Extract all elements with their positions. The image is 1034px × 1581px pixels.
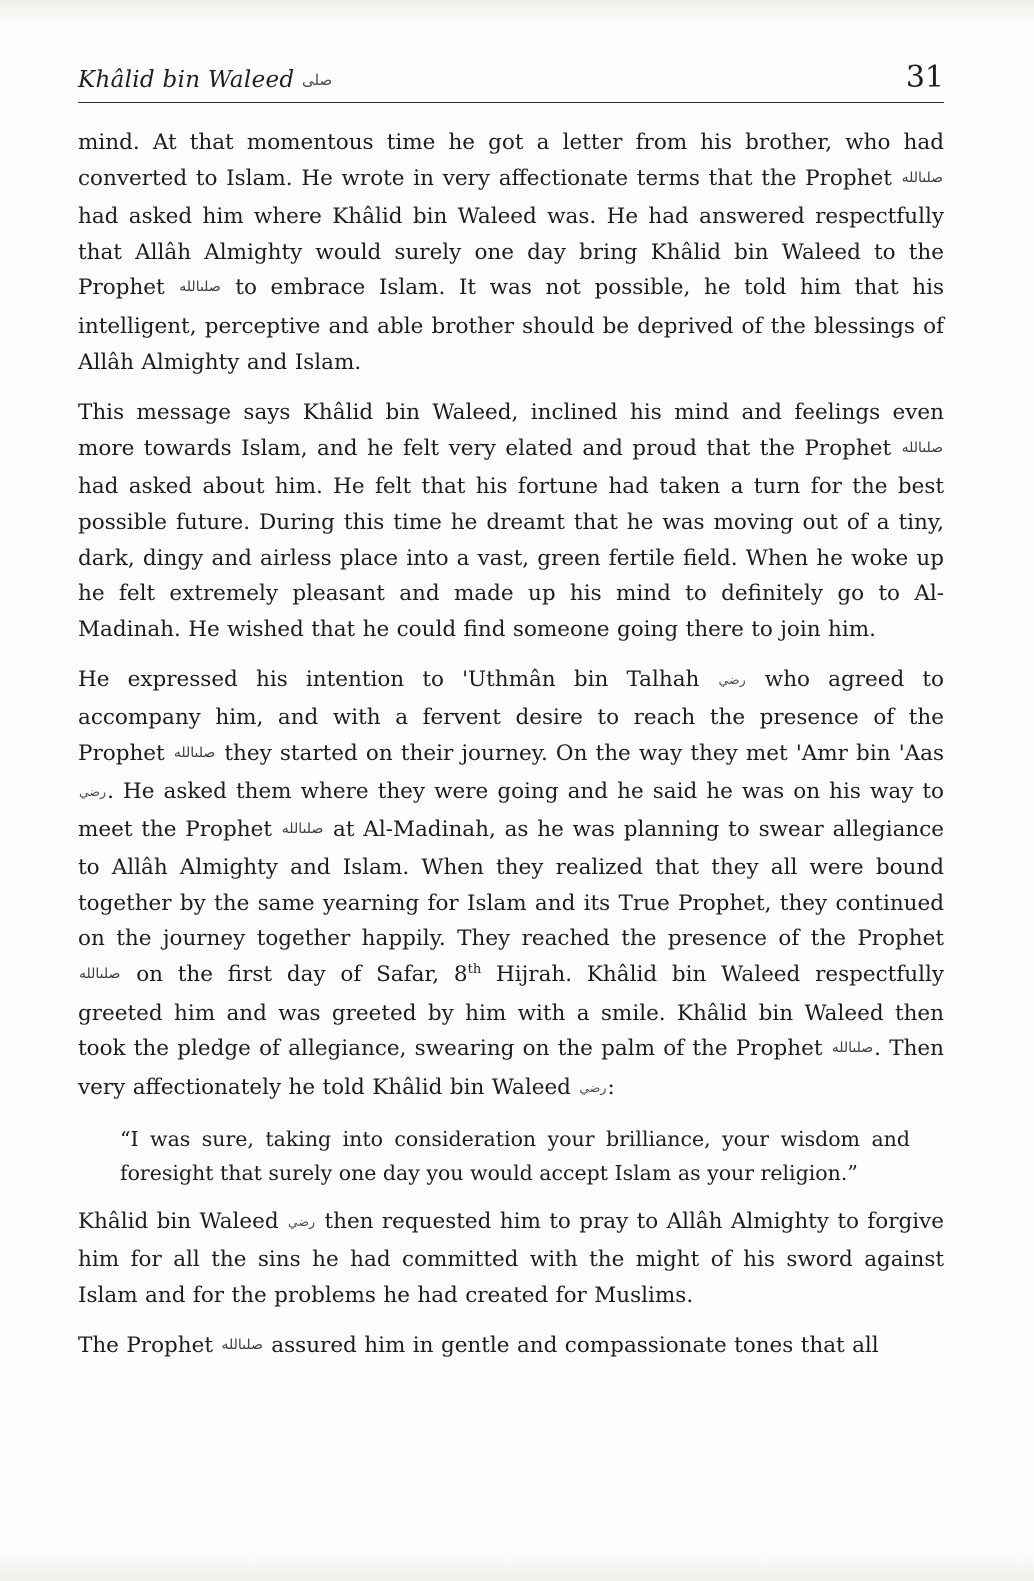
paragraph: This message says Khâlid bin Waleed, inclined his mind and feelings even more towards Islam, and he felt very elated and proud that the Prophet صلىالله had asked about him. He felt that his fortune had taken a turn for the best possible future. During this time he dreamt that he was moving out of a tiny, dark, dingy and airless place into a vast, green fertile field. When he woke up he felt extremely pleasant and made up his mind to definitely go to Al-Madinah. He wished that he could find someone going there to join him. [78,400,944,642]
page-content [78,60,944,1382]
salutation-glyph-icon: صلىالله [281,820,324,837]
salutation-glyph-icon: صلىالله [179,279,221,296]
ordinal-suffix: th [467,961,482,977]
companion-glyph-icon: رضي [288,1214,316,1230]
paragraph: Khâlid bin Waleed رضي then requested him to pray to Allâh Almighty to forgive him for all the sins he had committed with the might of his sword against Islam and for the problems he had created for Muslims. [78,1204,944,1313]
paragraph-group-after-quote [78,1204,944,1366]
paragraph: The Prophet صلىالله assured him in gentle and compassionate tones that all [78,1328,944,1367]
companion-glyph-icon: رضي [579,1079,607,1095]
salutation-glyph-icon: صلىالله [901,169,943,186]
block-quote: “I was sure, taking into consideration your brilliance, your wisdom and foresight that surely one day you would accept Islam as your religion.” [120,1127,910,1186]
salutation-glyph-icon: صلىالله [221,1337,263,1354]
companion-glyph-icon: رضي [79,784,107,800]
running-head-title [78,67,332,93]
companion-glyph-icon: رضي [718,672,746,688]
paragraph: mind. At that momentous time he got a letter from his brother, who had converted to Islam. He wrote in very affectionate terms that the Prophet صلىالله had asked him where Khâlid bin Waleed was. He had answered respectfully that Allâh Almighty would surely one day bring Khâlid bin Waleed to the Prophet صلىالله to embrace Islam. It was not possible, he told him that his intelligent, perceptive and able brother should be deprived of the blessings of Allâh Almighty and Islam. [78,130,944,375]
running-head-text: Khâlid bin Waleed [78,67,295,93]
salutation-glyph-icon: صلى [302,71,333,89]
salutation-glyph-icon: صلىالله [173,744,216,761]
body-text [78,125,944,1367]
scan-edge-bottom [0,1551,1034,1581]
salutation-glyph-icon: صلىالله [831,1040,874,1057]
page-number: 31 [905,60,944,95]
salutation-glyph-icon: صلىالله [901,439,943,456]
paragraph-group-before-quote [78,125,944,1107]
running-head [78,60,944,103]
salutation-glyph-icon: صلىالله [79,966,121,983]
scan-edge-top [0,0,1034,26]
paragraph: He expressed his intention to 'Uthmân bin Talhah رضي who agreed to accompany him, and with a fervent desire to reach the presence of the Prophet صلىالله they started on their journey. On the way they met 'Amr bin 'Aas رضي. He asked them where they were going and he said he was on his way to meet the Prophet صلىالله at Al-Madinah, as he was planning to swear allegiance to Allâh Almighty and Islam. When they realized that they all were bound together by the same yearning for Islam and its True Prophet, they continued on the journey together happily. They reached the presence of the Prophet صلىالله on the first day of Safar, 8th Hijrah. Khâlid bin Waleed respectfully greeted him and was greeted by him with a smile. Khâlid bin Waleed then took the pledge of allegiance, swearing on the palm of the Prophet صلىالله. Then very affectionately he told Khâlid bin Waleed رضي: [78,662,944,1107]
